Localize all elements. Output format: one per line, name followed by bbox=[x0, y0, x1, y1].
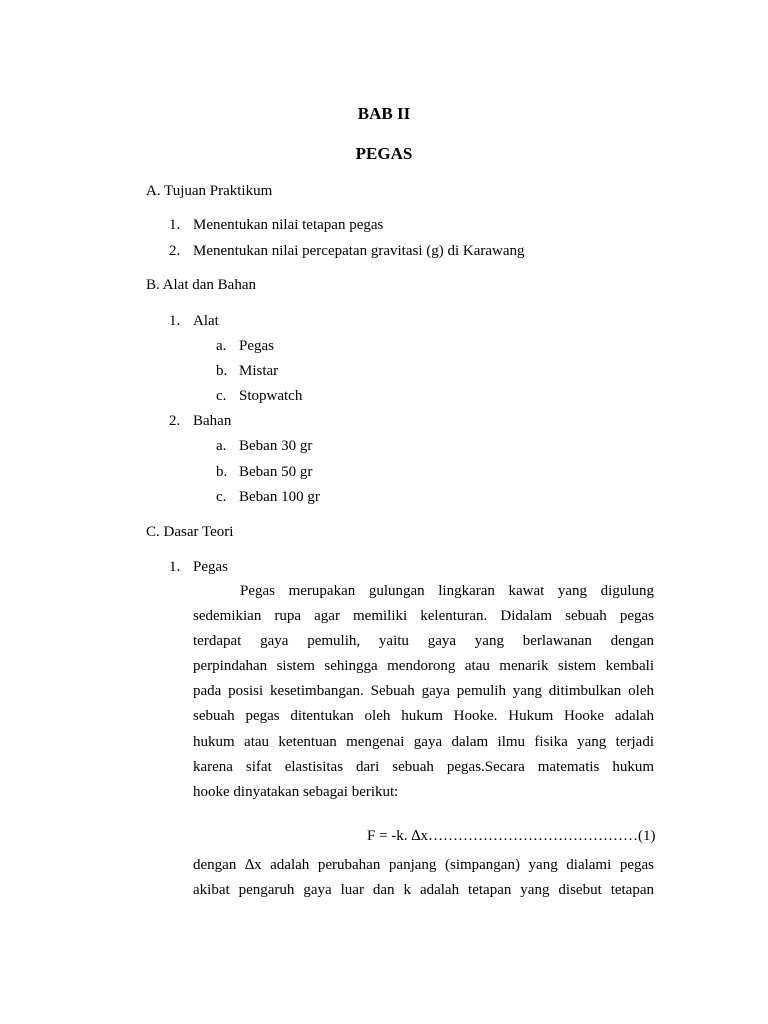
paragraph-line: Pegas merupakan gulungan lingkaran kawat yang digulung bbox=[240, 583, 654, 599]
list-item-number: 2. bbox=[169, 243, 181, 259]
list-item: Beban 100 gr bbox=[239, 489, 320, 505]
paragraph-line: hukum atau ketentuan mengenai gaya dalam ilmu fisika yang terjadi bbox=[193, 733, 654, 750]
list-item: Stopwatch bbox=[239, 388, 303, 404]
list-item-letter: b. bbox=[216, 464, 228, 480]
section-a-heading: A. Tujuan Praktikum bbox=[146, 183, 273, 199]
list-item-letter: a. bbox=[216, 438, 227, 454]
list-item-number: 2. bbox=[169, 413, 181, 429]
paragraph-line: dengan ∆x adalah perubahan panjang (simpangan) yang dialami pegas bbox=[193, 857, 654, 873]
paragraph-line: hooke dinyatakan sebagai berikut: bbox=[193, 783, 399, 800]
list-item-letter: c. bbox=[216, 388, 227, 404]
list-item-number: 1. bbox=[169, 313, 181, 329]
paragraph-line: sebuah pegas ditentukan oleh hukum Hooke. Hukum Hooke adalah bbox=[193, 708, 654, 725]
section-c-heading: C. Dasar Teori bbox=[146, 524, 234, 540]
list-item-letter: b. bbox=[216, 363, 228, 379]
paragraph-line: perpindahan sistem sehingga mendorong atau menarik sistem kembali bbox=[193, 658, 654, 675]
paragraph-line: akibat pengaruh gaya luar dan k adalah tetapan yang disebut tetapan bbox=[193, 882, 654, 899]
list-item-number: 1. bbox=[169, 559, 181, 575]
list-item: Beban 50 gr bbox=[239, 464, 313, 480]
list-item: Pegas bbox=[239, 338, 274, 354]
list-item: Mistar bbox=[239, 363, 279, 379]
hooke-equation: F = -k. ∆x……………………………………(1) bbox=[367, 828, 656, 844]
paragraph-line: sedemikian rupa agar memiliki kelenturan. Didalam sebuah pegas bbox=[193, 608, 654, 625]
sublist-label-pegas: Pegas bbox=[193, 559, 228, 575]
theory-paragraph-continued bbox=[193, 853, 654, 903]
chapter-title: PEGAS bbox=[355, 144, 413, 163]
paragraph-line: karena sifat elastisitas dari sebuah pegas.Secara matematis hukum bbox=[193, 758, 654, 775]
list-item-letter: a. bbox=[216, 338, 227, 354]
sublist-label-bahan: Bahan bbox=[193, 413, 232, 429]
chapter-heading: BAB II bbox=[357, 104, 411, 123]
theory-paragraph bbox=[193, 579, 654, 805]
paragraph-line: pada posisi kesetimbangan. Sebuah gaya pemulih yang ditimbulkan oleh bbox=[193, 683, 654, 700]
list-item-number: 1. bbox=[169, 217, 181, 233]
list-item: Menentukan nilai percepatan gravitasi (g) di Karawang bbox=[193, 243, 525, 259]
list-item-letter: c. bbox=[216, 489, 227, 505]
paragraph-line: terdapat gaya pemulih, yaitu gaya yang berlawanan dengan bbox=[193, 633, 654, 650]
section-b-heading: B. Alat dan Bahan bbox=[146, 277, 256, 293]
list-item: Menentukan nilai tetapan pegas bbox=[193, 217, 384, 233]
sublist-label-alat: Alat bbox=[193, 313, 219, 329]
list-item: Beban 30 gr bbox=[239, 438, 313, 454]
